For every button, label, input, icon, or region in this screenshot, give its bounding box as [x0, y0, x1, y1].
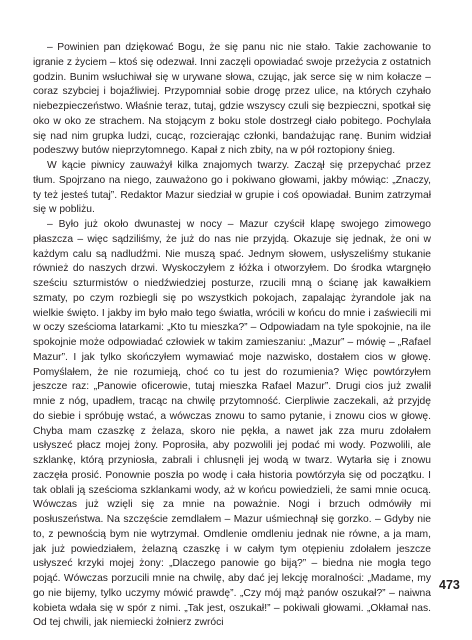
paragraph: – Powinien pan dziękować Bogu, że się panu nic nie stało. Takie zachowanie to igranie z życiem – ktoś się odezwał. Inni zaczęli opowiadać swoje przeżycia z ostatnich godzin. Bunim wsłuchiwał się w urywane słowa, czując, jak serce się w nim kołacze – coraz szybciej i bojaźliwiej. Przypomniał sobie drogę przez ulice, na których czyhało niebezpieczeństwo. Właśnie teraz, tutaj, gdzie wszyscy czuli się bezpieczni, spotkał się oko w oko ze strachem. Na stojącym z boku stole dostrzegł ciało pobitego. Pochylała się nad nim grupka ludzi, cucąc, rozcierając członki, bandażując ranę. Bunim widział podeszwy butów nieprzytomnego. Kapał z nich zbity, na w pół roztopiony śnieg.	[33, 42, 431, 157]
paragraph: – Było już około dwunastej w nocy – Mazur czyścił klapę swojego zimowego płaszcza – więc sądziliśmy, że już do nas nie przyjdą. Okazuje się jednak, że oni w każdym calu są nadludźmi. Nie muszą spać. Jednym słowem, usłyszeliśmy stukanie również do naszych drzwi. Wyskoczyłem z łóżka i otworzyłem. Do środka wtargnęło sześciu szturmistów o niedźwiedziej posturze, rzucili mną o ścianę jak kawałkiem szmaty, po czym rozbiegli się po wszystkich pokojach, zapalając żyrandole jak na wielkie święto. I jakby im było mało tego światła, wrócili w końcu do mnie i zaświecili mi w oczy sześcioma latarkami: „Kto tu mieszka?” – Odpowiadam na tyle spokojnie, na ile spokojnie może odpowiadać człowiek w takim zamieszaniu: „Mazur” – mówię – „Rafael Mazur”. I jak tylko skończyłem wymawiać moje nazwisko, dostałem cios w głowę. Pomyślałem, że nie rozumieją, choć co tu jest do rozumienia? Więc powtórzyłem jeszcze raz: „Panowie oficerowie, tutaj mieszka Rafael Mazur”. Drugi cios już zwalił mnie z nóg, upadłem, tracąc na chwilę przytomność. Cierpliwie zaczekali, aż przyjdę do siebie i spróbuję wstać, a wówczas znowu to samo pytanie, i znowu cios w głowę. Chyba mam czaszkę z żelaza, skoro nie pękła, a nawet jak zza muru zdołałem usłyszeć płacz mojej żony. Poprosiła, aby pozwolili jej podać mi wody. Pozwolili, ale szklankę, którą przyniosła, zabrali i chlusnęli jej wodą w twarz. Wytarła się i znowu zaczęła prosić. Ponownie poszła po wodę i cała historia powtórzyła się od początku. I tak oblali ją sześcioma szklankami wody, aż w końcu powiedzieli, że sami mnie ocucą. Wówczas już wzięli się za mnie na poważnie. Nogi i brzuch odmówiły mi posłuszeństwa. Na szczęście zemdlałem – Mazur uśmiechnął się gorzko. – Gdyby nie to, z pewnością bym nie wytrzymał. Omdlenie omdleniu jednak nie równe, a ja mam, jak już powiedziałem, żelazną czaszkę i w całym tym otępieniu zdołałem jeszcze usłyszeć krzyki mojej żony: „Dlaczego panowie go biją?” – biedna nie mogła tego pojąć. Wówczas porzucili mnie na chwilę, aby dać jej lekcję moralności: „Madame, my go nie bijemy, tylko uczymy mówić prawdę”. „Czy mój mąż panów oszukał?” – naiwna kobieta wdała się w spór z nimi. „Tak jest, oszukał!” – pokiwali głowami. „Okłamał nas. Od tej chwili, jak niemiecki żołnierz zwróci	[33, 219, 431, 629]
page-number: 473	[439, 578, 460, 592]
body-text	[33, 41, 431, 631]
paragraph: W kącie piwnicy zauważył kilka znajomych twarzy. Zaczął się przepychać przez tłum. Spojrzano na niego, zauważono go i pokiwano głowami, jakby mówiąc: „Znaczy, ty też jesteś tutaj”. Redaktor Mazur siedział w grupie i coś opowiadał. Bunim zatrzymał się w pobliżu.	[33, 160, 431, 216]
